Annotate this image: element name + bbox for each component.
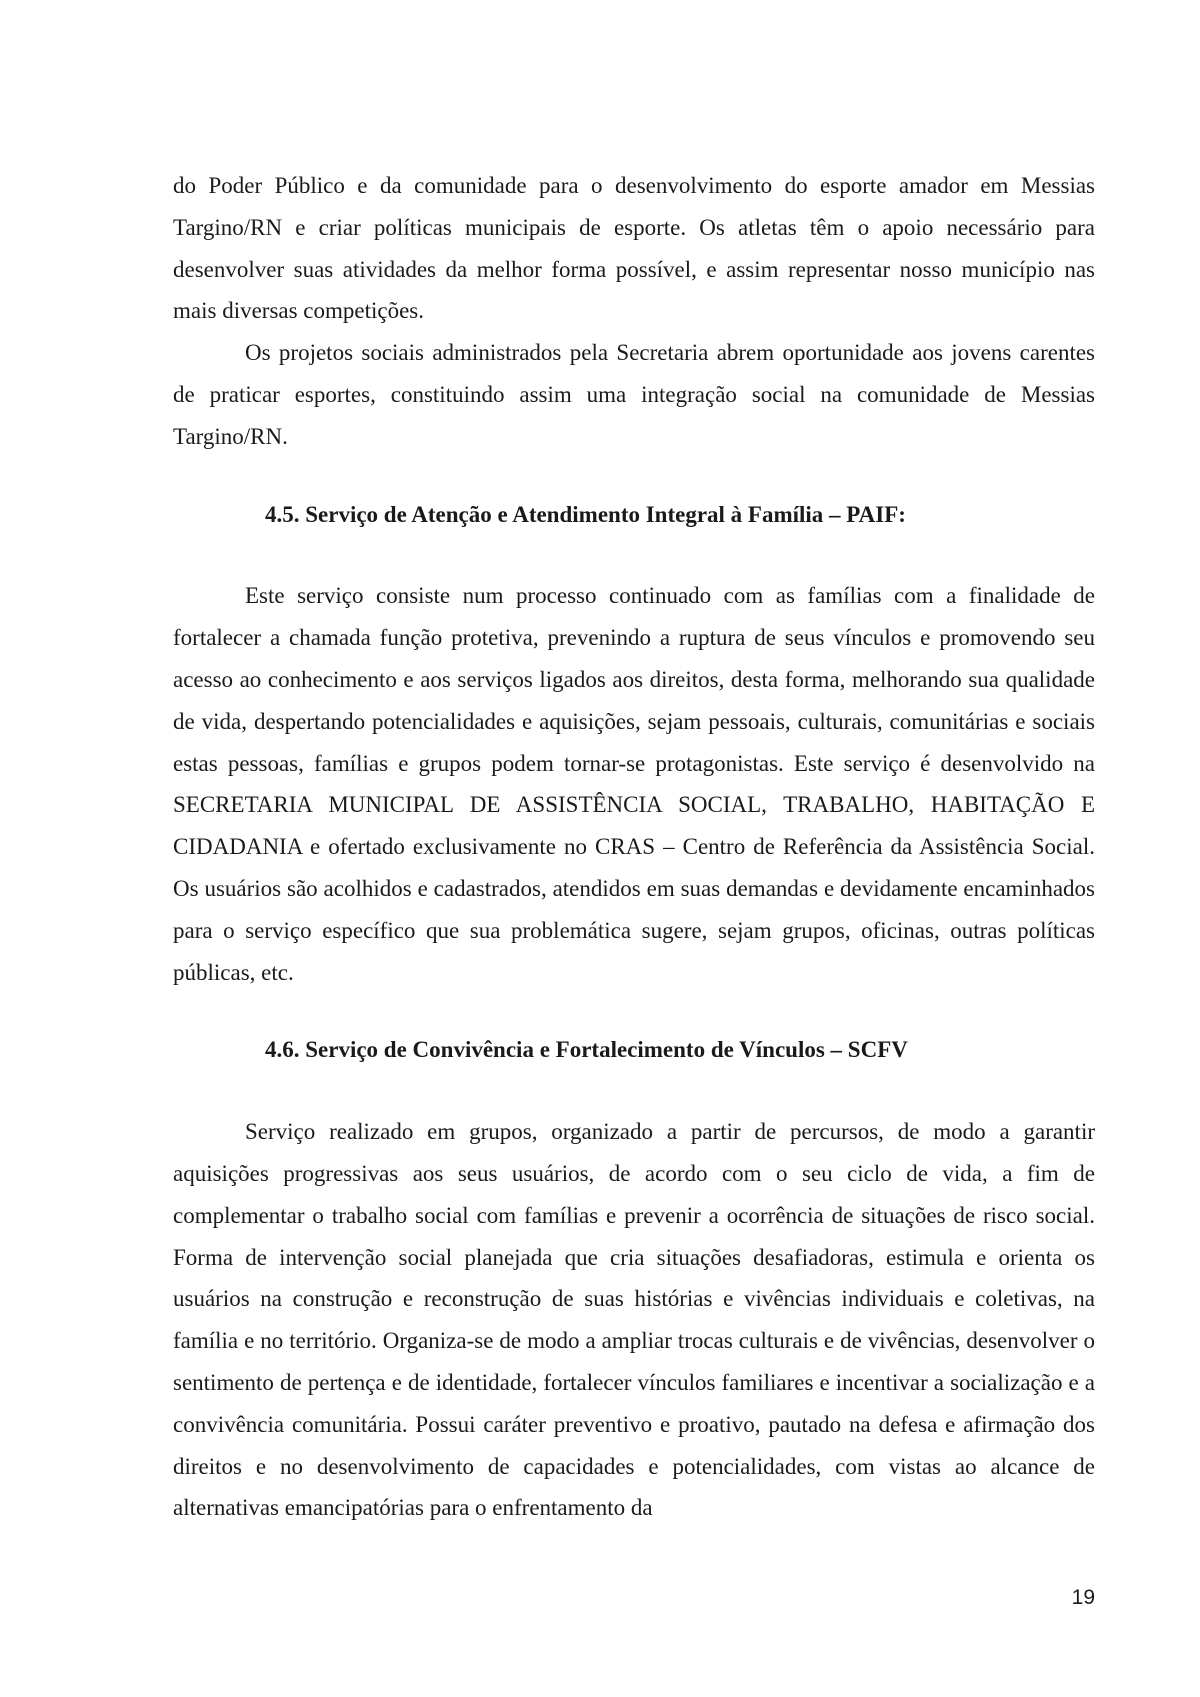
paragraph-projetos-sociais: Os projetos sociais administrados pela Secretaria abrem oportunidade aos jovens carentes de praticar esportes, constituindo assim uma integração social na comunidade de Messias Targino/RN. xyxy=(173,340,1095,449)
paragraph-scfv: Serviço realizado em grupos, organizado a partir de percursos, de modo a garantir aquisições progressivas aos seus usuários, de acordo com o seu ciclo de vida, a fim de complementar o trabalho social com famílias e prevenir a ocorrência de situações de risco social. Forma de intervenção social planejada que cria situações desafiadoras, estimula e orienta os usuários na construção e reconstrução de suas histórias e vivências individuais e coletivas, na família e no território. Organiza-se de modo a ampliar trocas culturais e de vivências, desenvolver o sentimento de pertença e de identidade, fortalecer vínculos familiares e incentivar a socialização e a convivência comunitária. Possui caráter preventivo e proativo, pautado na defesa e afirmação dos direitos e no desenvolvimento de capacidades e potencialidades, com vistas ao alcance de alternativas emancipatórias para o enfrentamento da xyxy=(173,1119,1095,1521)
paragraph-paif: Este serviço consiste num processo continuado com as famílias com a finalidade de fortalecer a chamada função protetiva, prevenindo a ruptura de seus vínculos e promovendo seu acesso ao conhecimento e aos serviços ligados aos direitos, desta forma, melhorando sua qualidade de vida, despertando potencialidades e aquisições, sejam pessoais, culturais, comunitárias e sociais estas pessoas, famílias e grupos podem tornar-se protagonistas. Este serviço é desenvolvido na SECRETARIA MUNICIPAL DE ASSISTÊNCIA SOCIAL, TRABALHO, HABITAÇÃO E CIDADANIA e ofertado exclusivamente no CRAS – Centro de Referência da Assistência Social. Os usuários são acolhidos e cadastrados, atendidos em suas demandas e devidamente encaminhados para o serviço específico que sua problemática sugere, sejam grupos, oficinas, outras políticas públicas, etc. xyxy=(173,583,1095,985)
page-content xyxy=(173,165,1095,1529)
paragraph-esporte-continuation: do Poder Público e da comunidade para o desenvolvimento do esporte amador em Messias Targino/RN e criar políticas municipais de esporte. Os atletas têm o apoio necessário para desenvolver suas atividades da melhor forma possível, e assim representar nosso município nas mais diversas competições. xyxy=(173,173,1095,324)
section-heading-scfv: 4.6. Serviço de Convivência e Fortalecimento de Vínculos – SCFV xyxy=(265,1037,908,1063)
page-number: 19 xyxy=(1071,1586,1095,1609)
section-heading-paif: 4.5. Serviço de Atenção e Atendimento Integral à Família – PAIF: xyxy=(265,501,906,527)
